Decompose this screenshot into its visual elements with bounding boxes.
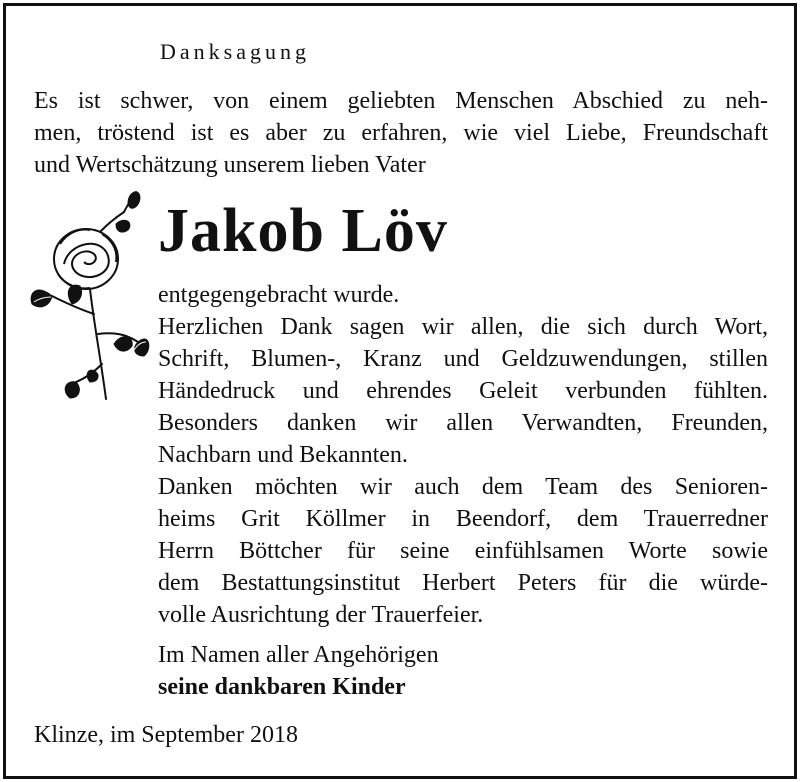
body-line-7: Danken möchten wir auch dem Team des Senioren-	[158, 474, 768, 500]
body-line-3: Schrift, Blumen-, Kranz und Geldzuwendungen, stillen	[158, 346, 768, 372]
obituary-notice	[3, 3, 797, 779]
body-line-6: Nachbarn und Bekannten.	[158, 442, 408, 468]
body-line-10: dem Bestattungsinstitut Herbert Peters für die würde-	[158, 570, 768, 596]
signature: seine dankbaren Kinder	[158, 674, 406, 700]
rose-icon	[24, 184, 154, 406]
body-line-1: entgegengebracht wurde.	[158, 282, 400, 308]
body-line-5: Besonders danken wir allen Verwandten, Freunden,	[158, 410, 768, 436]
closing-line: Im Namen aller Angehörigen	[158, 642, 439, 668]
body-line-8: heims Grit Köllmer in Beendorf, dem Trauerredner	[158, 506, 768, 532]
intro-line-2: men, tröstend ist es aber zu erfahren, wie viel Liebe, Freundschaft	[34, 120, 768, 146]
body-line-2: Herzlichen Dank sagen wir allen, die sich durch Wort,	[158, 314, 768, 340]
body-line-4: Händedruck und ehrendes Geleit verbunden fühlten.	[158, 378, 768, 404]
body-line-11: volle Ausrichtung der Trauerfeier.	[158, 602, 484, 628]
body-line-9: Herrn Böttcher für seine einfühlsamen Worte sowie	[158, 538, 768, 564]
deceased-name: Jakob Löv	[158, 197, 448, 265]
place-date: Klinze, im September 2018	[34, 722, 298, 748]
notice-heading: Danksagung	[160, 39, 310, 64]
intro-line-1: Es ist schwer, von einem geliebten Menschen Abschied zu neh-	[34, 88, 768, 114]
intro-line-3: und Wertschätzung unserem lieben Vater	[34, 152, 426, 178]
